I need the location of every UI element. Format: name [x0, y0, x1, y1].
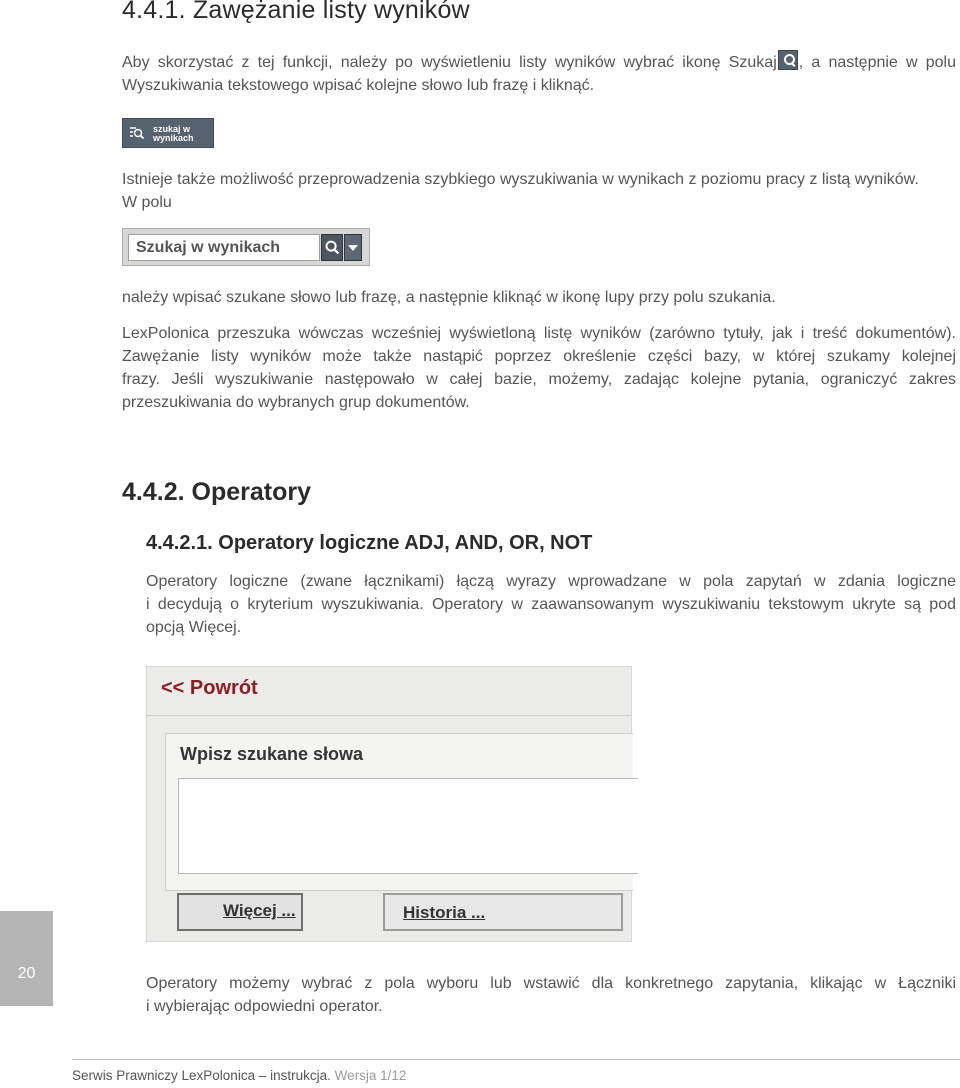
intro-text-pre: Aby skorzystać z tej funkcji, należy po wyświetleniu listy wyników wybrać ikonę Szukaj: [122, 54, 777, 71]
results-line-1: LexPolonica przeszuka wówczas wcześniej wyświetloną listę wyników (zarówno tytuły, jak i treść dokumentów).: [122, 325, 956, 342]
history-button[interactable]: [383, 893, 623, 931]
search-in-results-label-2: wynikach: [153, 133, 194, 143]
magnifier-icon: [322, 235, 342, 260]
back-link[interactable]: << Powrót: [161, 677, 258, 699]
intro-paragraph: [122, 50, 956, 97]
results-line-2: Zawężanie listy wyników może także nastąpić poprzez określenie części bazy, w której szukamy kolejnej: [122, 348, 956, 365]
chevron-down-icon[interactable]: [344, 234, 362, 261]
history-button-label: Historia ...: [403, 903, 486, 922]
intro-text-post: , a następnie w polu: [798, 54, 956, 71]
more-button-label: Więcej ...: [223, 901, 296, 920]
operators-line-1: Operatory logiczne (zwane łącznikami) łączą wyrazy wprowadzane w pola zapytań w zdania logiczne: [146, 573, 956, 590]
more-button[interactable]: [177, 893, 303, 931]
footer-version: Wersja 1/12: [334, 1068, 407, 1083]
page-number-box: [0, 911, 53, 1006]
intro-text-line2: Wyszukiwania tekstowego wpisać kolejne słowo lub frazę i kliknąć.: [122, 77, 595, 94]
enter-phrase-text: należy wpisać szukane słowo lub frazę, a następnie kliknąć w ikonę lupy przy polu szukania.: [122, 289, 776, 306]
quick-search-input[interactable]: Szukaj w wynikach: [128, 234, 320, 261]
section-title-4-4-1: 4.4.1. Zawężanie listy wyników: [122, 0, 470, 24]
section-title-4-4-2: 4.4.2. Operatory: [122, 478, 311, 506]
quick-search-box: [122, 228, 370, 266]
quick-search-line1: Istnieje także możliwość przeprowadzenia szybkiego wyszukiwania w wynikach z poziomu pracy z listą wyników.: [122, 171, 919, 188]
search-words-label: Wpisz szukane słowa: [180, 744, 364, 764]
operators-line-3: opcją Więcej.: [146, 619, 242, 636]
quick-search-line2: W polu: [122, 194, 172, 211]
operators-paragraph: [146, 570, 956, 639]
search-list-icon: [130, 126, 144, 140]
page-number: 20: [17, 965, 36, 982]
quick-search-paragraph: [122, 168, 956, 214]
footer: [72, 1068, 406, 1083]
footer-text: Serwis Prawniczy LexPolonica – instrukcja.: [72, 1068, 331, 1083]
footer-divider: [72, 1059, 960, 1060]
search-words-input[interactable]: [178, 778, 638, 874]
operators-line-2: i decydują o kryterium wyszukiwania. Operatory w zaawansowanym wyszukiwaniu tekstowym ukryte są pod: [146, 596, 956, 613]
results-line-4: przeszukiwania do wybranych grup dokumentów.: [122, 394, 470, 411]
advanced-search-panel: [146, 666, 632, 942]
section-title-4-4-2-1: 4.4.2.1. Operatory logiczne ADJ, AND, OR, NOT: [146, 532, 593, 554]
operators-choice-paragraph: [146, 972, 956, 1018]
search-icon: [778, 50, 798, 70]
panel-divider: [147, 715, 631, 716]
search-words-box: [165, 733, 633, 891]
search-in-results-label-1: szukaj w: [153, 124, 191, 134]
operators-choice-line-1: Operatory możemy wybrać z pola wyboru lub wstawić dla konkretnego zapytania, klikając w Łączniki: [146, 975, 956, 992]
results-line-3: frazy. Jeśli wyszukiwanie następowało w całej bazie, możemy, zadając kolejne pytania, ograniczyć zakres: [122, 371, 956, 388]
search-in-results-button[interactable]: [122, 118, 214, 148]
operators-choice-line-2: i wybierając odpowiedni operator.: [146, 998, 383, 1015]
search-go-button[interactable]: [321, 234, 343, 261]
results-paragraph: [122, 322, 956, 414]
